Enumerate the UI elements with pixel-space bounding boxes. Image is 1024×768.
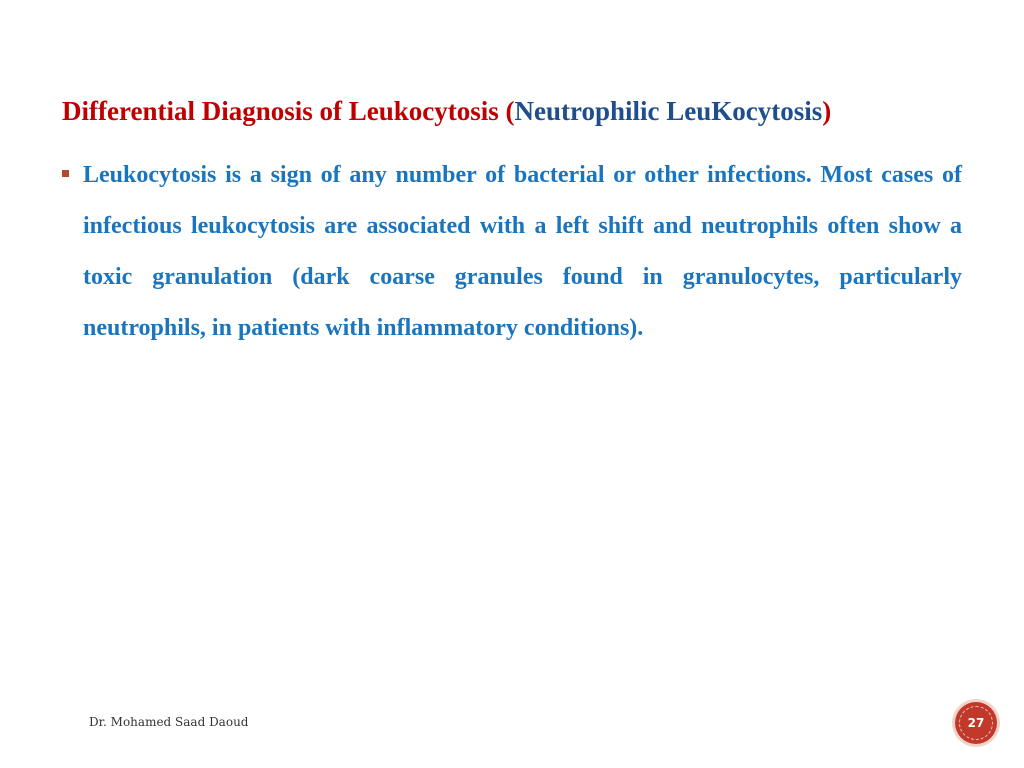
title-highlight: Neutrophilic LeuKocytosis	[514, 96, 823, 126]
title-prefix: Differential Diagnosis of Leukocytosis (	[62, 96, 515, 126]
square-bullet-icon	[62, 170, 69, 177]
bullet-item-text: Leukocytosis is a sign of any number of bacterial or other infections. Most cases of infectious leukocytosis are associated with a left shift and neutrophils often show a toxic granulation (dark coarse granules found in granulocytes, particularly neutrophils, in patients with inflammatory conditions).	[83, 162, 962, 341]
footer-author: Dr. Mohamed Saad Daoud	[89, 715, 249, 729]
title-suffix: )	[822, 96, 832, 126]
page-number: 27	[967, 716, 985, 730]
slide-title	[62, 93, 831, 129]
page-number-badge	[955, 702, 997, 744]
